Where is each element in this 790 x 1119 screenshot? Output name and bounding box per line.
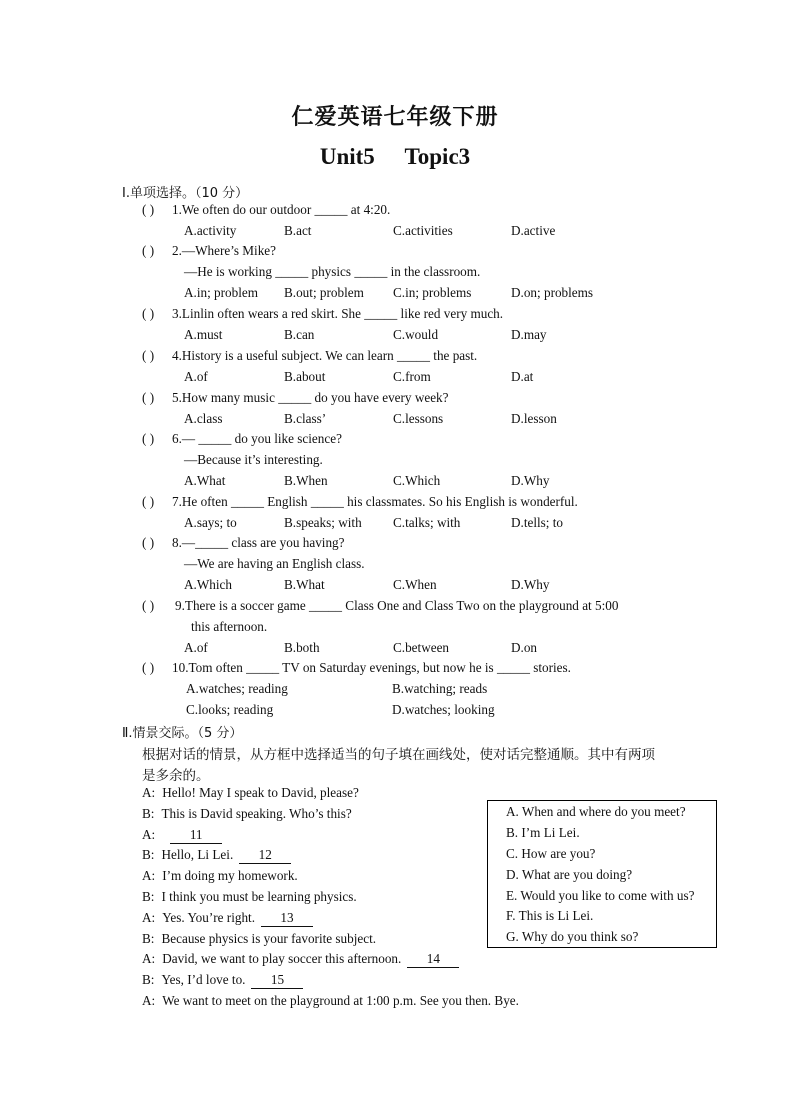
question-line: —He is working _____ physics _____ in the classroom. — [184, 264, 481, 279]
speaker-label: B: — [142, 930, 155, 946]
answer-bracket[interactable]: ( ) — [142, 348, 155, 363]
option-c[interactable]: C.in; problems — [393, 285, 472, 300]
question-stem: 10.Tom often _____ TV on Saturday evenings, but now he is _____ stories. — [172, 660, 571, 675]
option-b[interactable]: B.can — [284, 327, 315, 342]
question-stem: 8.—_____ class are you having? — [172, 535, 345, 550]
speaker-label: B: — [142, 889, 155, 904]
option-b[interactable]: B.watching; reads — [392, 681, 488, 696]
option-d[interactable]: D.on; problems — [511, 285, 594, 300]
option-a[interactable]: A.must — [184, 327, 223, 342]
dialogue-text: We want to meet on the playground at 1:00 p.m. See you then. Bye. — [162, 993, 519, 1008]
option-d[interactable]: D.may — [511, 327, 547, 342]
dialogue-line — [142, 931, 376, 947]
dialogue-line — [142, 806, 352, 822]
option-d[interactable]: D.at — [511, 369, 534, 384]
speaker-label: B: — [142, 805, 155, 821]
dialogue-line — [142, 972, 303, 989]
question-line: —Because it’s interesting. — [184, 452, 323, 467]
dialogue-line — [142, 951, 459, 968]
option-d[interactable]: D.tells; to — [511, 515, 564, 530]
option-b[interactable]: B.speaks; with — [284, 515, 362, 530]
question-stem: 1.We often do our outdoor _____ at 4:20. — [172, 202, 391, 217]
question-stem: 6.— _____ do you like science? — [172, 431, 342, 446]
option-c[interactable]: C.looks; reading — [186, 702, 274, 717]
dialogue-line — [142, 889, 357, 905]
question-stem: 4.History is a useful subject. We can learn _____ the past. — [172, 348, 478, 363]
dialogue-text: This is David speaking. Who’s this? — [161, 805, 352, 821]
option-b[interactable]: B.When — [284, 473, 328, 488]
option-c[interactable]: C.When — [393, 577, 437, 592]
question-stem: 7.He often _____ English _____ his classmates. So his English is wonderful. — [172, 494, 578, 509]
option-d[interactable]: D.lesson — [511, 411, 557, 426]
choice-box — [487, 800, 717, 948]
option-a[interactable]: A.class — [184, 411, 223, 426]
option-b[interactable]: B.about — [284, 369, 326, 384]
speaker-label: A: — [142, 993, 156, 1008]
question-line: this afternoon. — [191, 619, 268, 634]
option-b[interactable]: B.act — [284, 223, 312, 238]
answer-bracket[interactable]: ( ) — [142, 243, 155, 258]
speaker-label: A: — [142, 785, 156, 800]
section-1-heading: Ⅰ.单项选择。（10 分） — [122, 186, 249, 201]
option-a[interactable]: A.Which — [184, 577, 232, 592]
section-2-heading: Ⅱ.情景交际。（5 分） — [122, 726, 243, 741]
answer-bracket[interactable]: ( ) — [142, 390, 155, 405]
answer-blank-15[interactable]: 15 — [251, 972, 303, 989]
page-subtitle — [0, 144, 790, 170]
speaker-label: B: — [142, 847, 155, 863]
answer-bracket[interactable]: ( ) — [142, 202, 155, 217]
choice-d: D. What are you doing? — [506, 867, 633, 882]
dialogue-text: I’m doing my homework. — [162, 868, 298, 884]
option-b[interactable]: B.class’ — [284, 411, 327, 426]
speaker-label: A: — [142, 868, 156, 884]
dialogue-text: Hello, Li Lei. — [161, 847, 234, 863]
speaker-label: B: — [142, 972, 155, 988]
question-stem: 5.How many music _____ do you have every week? — [172, 390, 449, 405]
answer-bracket[interactable]: ( ) — [142, 660, 155, 675]
option-c[interactable]: C.between — [393, 640, 450, 655]
option-b[interactable]: B.out; problem — [284, 285, 364, 300]
option-a[interactable]: A.says; to — [184, 515, 237, 530]
question-stem: 3.Linlin often wears a red skirt. She _____ like red very much. — [172, 306, 504, 321]
choice-c: C. How are you? — [506, 846, 596, 861]
choice-e: E. Would you like to come with us? — [506, 888, 695, 903]
page-title: 仁爱英语七年级下册 — [291, 104, 499, 130]
speaker-label: A: — [142, 909, 156, 925]
answer-bracket[interactable]: ( ) — [142, 598, 155, 613]
choice-a: A. When and where do you meet? — [506, 804, 686, 819]
option-c[interactable]: C.activities — [393, 223, 453, 238]
dialogue-line — [142, 827, 222, 844]
option-a[interactable]: A.in; problem — [184, 285, 258, 300]
dialogue-text: Yes, I’d love to. — [161, 972, 246, 988]
unit-label: Unit5 — [319, 144, 375, 169]
option-c[interactable]: C.Which — [393, 473, 441, 488]
speaker-label: A: — [142, 951, 156, 967]
option-a[interactable]: A.of — [184, 369, 208, 384]
choice-f: F. This is Li Lei. — [506, 908, 594, 923]
dialogue-line — [142, 910, 313, 927]
dialogue-text: Hello! May I speak to David, please? — [162, 785, 359, 800]
option-c[interactable]: C.from — [393, 369, 431, 384]
answer-blank-12[interactable]: 12 — [239, 847, 291, 864]
option-c[interactable]: C.talks; with — [393, 515, 461, 530]
answer-blank-11[interactable]: 11 — [170, 827, 222, 844]
option-b[interactable]: B.both — [284, 640, 320, 655]
dialogue-text: I think you must be learning physics. — [161, 889, 357, 904]
dialogue-text: David, we want to play soccer this afternoon. — [162, 951, 402, 967]
speaker-label: A: — [142, 826, 156, 842]
option-d[interactable]: D.active — [511, 223, 556, 238]
option-c[interactable]: C.would — [393, 327, 439, 342]
option-d[interactable]: D.Why — [511, 577, 550, 592]
answer-bracket[interactable]: ( ) — [142, 535, 155, 550]
option-c[interactable]: C.lessons — [393, 411, 444, 426]
dialogue-line — [142, 868, 298, 884]
answer-bracket[interactable]: ( ) — [142, 431, 155, 446]
question-stem: 9.There is a soccer game _____ Class One and Class Two on the playground at 5:00 — [175, 598, 619, 613]
dialogue-line — [142, 785, 359, 801]
answer-blank-13[interactable]: 13 — [261, 910, 313, 927]
dialogue-line — [142, 993, 519, 1009]
dialogue-text: Yes. You’re right. — [162, 909, 256, 925]
choice-b: B. I’m Li Lei. — [506, 825, 580, 840]
option-d[interactable]: D.Why — [511, 473, 550, 488]
option-d[interactable]: D.watches; looking — [392, 702, 495, 717]
section-2-instruction: 根据对话的情景，从方框中选择适当的句子填在画线处，使对话完整通顺。其中有两项 — [142, 747, 655, 763]
section-2-instruction-cont: 是多余的。 — [142, 768, 210, 784]
option-d[interactable]: D.on — [511, 640, 538, 655]
answer-bracket[interactable]: ( ) — [142, 494, 155, 509]
option-a[interactable]: A.of — [184, 640, 208, 655]
choice-g: G. Why do you think so? — [506, 929, 639, 944]
question-line: —We are having an English class. — [184, 556, 365, 571]
option-a[interactable]: A.watches; reading — [186, 681, 288, 696]
topic-label: Topic3 — [404, 144, 471, 169]
answer-bracket[interactable]: ( ) — [142, 306, 155, 321]
option-a[interactable]: A.What — [184, 473, 226, 488]
question-stem: 2.—Where’s Mike? — [172, 243, 276, 258]
answer-blank-14[interactable]: 14 — [407, 951, 459, 968]
dialogue-text: Because physics is your favorite subject. — [161, 930, 377, 946]
option-b[interactable]: B.What — [284, 577, 325, 592]
dialogue-line — [142, 847, 291, 864]
option-a[interactable]: A.activity — [184, 223, 237, 238]
